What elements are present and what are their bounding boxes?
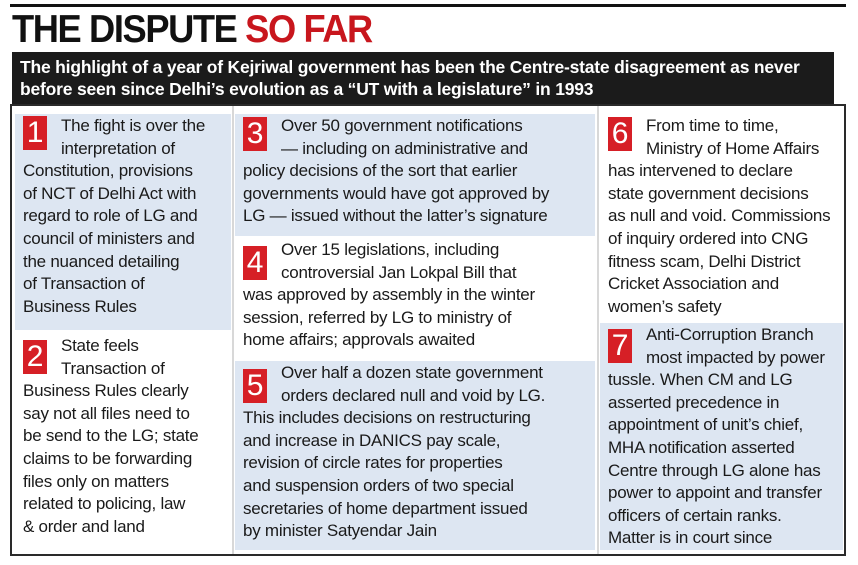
- point-text-line: controversial Jan Lokpal Bill that: [281, 262, 517, 282]
- point-text-line: be send to the LG; state: [23, 426, 199, 446]
- point-text-line: has intervened to declare: [608, 161, 793, 181]
- point-text-line: state government decisions: [608, 183, 809, 203]
- point-text-line: orders declared null and void by LG.: [281, 385, 546, 405]
- point-box-2: [15, 334, 231, 550]
- point-text-line: of NCT of Delhi Act with: [23, 183, 197, 203]
- headline-part2: SO FAR: [245, 8, 372, 51]
- point-text-line: The fight is over the: [61, 116, 206, 135]
- point-text-line: and suspension orders of two special: [243, 475, 514, 495]
- point-text-line: council of ministers and: [23, 228, 195, 248]
- point-number-badge: 2: [23, 340, 47, 374]
- point-text-line: fitness scam, Delhi District: [608, 251, 801, 271]
- point-text-line: most impacted by power: [646, 347, 825, 367]
- point-text-line: claims to be forwarding: [23, 448, 193, 468]
- point-text-line: asserted precedence in: [608, 392, 780, 412]
- point-box-5: [235, 361, 595, 550]
- point-box-1: [15, 114, 231, 330]
- point-text-line: the nuanced detailing: [23, 251, 180, 271]
- point-text-line: State feels: [61, 336, 139, 355]
- point-text-line: From time to time,: [646, 116, 779, 135]
- point-number-badge: 4: [243, 246, 267, 280]
- point-text-line: Matter is in court since: [608, 528, 773, 548]
- headline-part1: THE DISPUTE: [12, 8, 237, 51]
- point-text-line: tussle. When CM and LG: [608, 370, 793, 390]
- point-text-line: This includes decisions on restructuring: [243, 408, 531, 428]
- point-text-line: Centre through LG alone has: [608, 460, 821, 480]
- point-text-line: Over 15 legislations, including: [281, 240, 500, 259]
- column-divider: [597, 106, 599, 554]
- point-text-line: appointment of unit’s chief,: [608, 415, 803, 435]
- point-number-badge: 7: [608, 329, 632, 363]
- point-text-line: women’s safety: [608, 296, 722, 316]
- intro-banner: [12, 52, 834, 104]
- banner-line-1: The highlight of a year of Kejriwal government has been the Centre-state disagreement as never: [20, 57, 800, 77]
- point-number-badge: 6: [608, 117, 632, 151]
- point-text-line: by minister Satyendar Jain: [243, 521, 437, 541]
- point-text-line: home affairs; approvals awaited: [243, 330, 475, 350]
- point-text-line: & order and land: [23, 516, 145, 536]
- point-text-line: regard to role of LG and: [23, 206, 198, 226]
- point-text-line: Business Rules clearly: [23, 381, 189, 401]
- point-text-line: files only on matters: [23, 471, 169, 491]
- point-box-4: [235, 238, 595, 358]
- point-text-line: power to appoint and transfer: [608, 483, 822, 503]
- point-text-line: policy decisions of the sort that earlier: [243, 161, 518, 181]
- point-text-line: MHA notification asserted: [608, 437, 795, 457]
- point-number-badge: 3: [243, 117, 267, 151]
- point-text-line: officers of certain ranks.: [608, 505, 782, 525]
- point-text-line: Over half a dozen state government: [281, 363, 543, 382]
- banner-line-2: before seen since Delhi’s evolution as a “UT with a legislature” in 1993: [20, 79, 594, 99]
- point-text-line: of Transaction of: [23, 274, 145, 294]
- point-text-line: Constitution, provisions: [23, 161, 193, 181]
- point-text-line: Over 50 government notifications: [281, 116, 523, 135]
- point-text-line: related to policing, law: [23, 494, 186, 514]
- headline: [12, 9, 372, 51]
- point-text-line: was approved by assembly in the winter: [243, 285, 535, 305]
- point-text-line: revision of circle rates for properties: [243, 453, 503, 473]
- point-text-line: Transaction of: [61, 358, 165, 378]
- top-rule: [10, 4, 846, 7]
- point-number-badge: 5: [243, 369, 267, 403]
- point-number-badge: 1: [23, 116, 47, 150]
- point-text-line: as null and void. Commissions: [608, 206, 831, 226]
- point-text-line: secretaries of home department issued: [243, 498, 528, 518]
- point-text-line: Anti-Corruption Branch: [646, 325, 814, 344]
- point-text-line: governments would have got approved by: [243, 183, 550, 203]
- point-text-line: — including on administrative and: [281, 138, 528, 158]
- point-text-line: of inquiry ordered into CNG: [608, 228, 809, 248]
- point-text-line: interpretation of: [61, 138, 175, 158]
- point-box-6: [600, 114, 843, 323]
- column-divider: [232, 106, 234, 554]
- point-text-line: say not all files need to: [23, 403, 190, 423]
- point-text-line: Business Rules: [23, 296, 137, 316]
- point-text-line: session, referred by LG to ministry of: [243, 307, 512, 327]
- point-text-line: Ministry of Home Affairs: [646, 138, 820, 158]
- point-box-3: [235, 114, 595, 236]
- point-text-line: LG — issued without the latter’s signature: [243, 206, 548, 226]
- point-box-7: [600, 323, 843, 550]
- point-text-line: and increase in DANICS pay scale,: [243, 430, 501, 450]
- point-text-line: Cricket Association and: [608, 274, 779, 294]
